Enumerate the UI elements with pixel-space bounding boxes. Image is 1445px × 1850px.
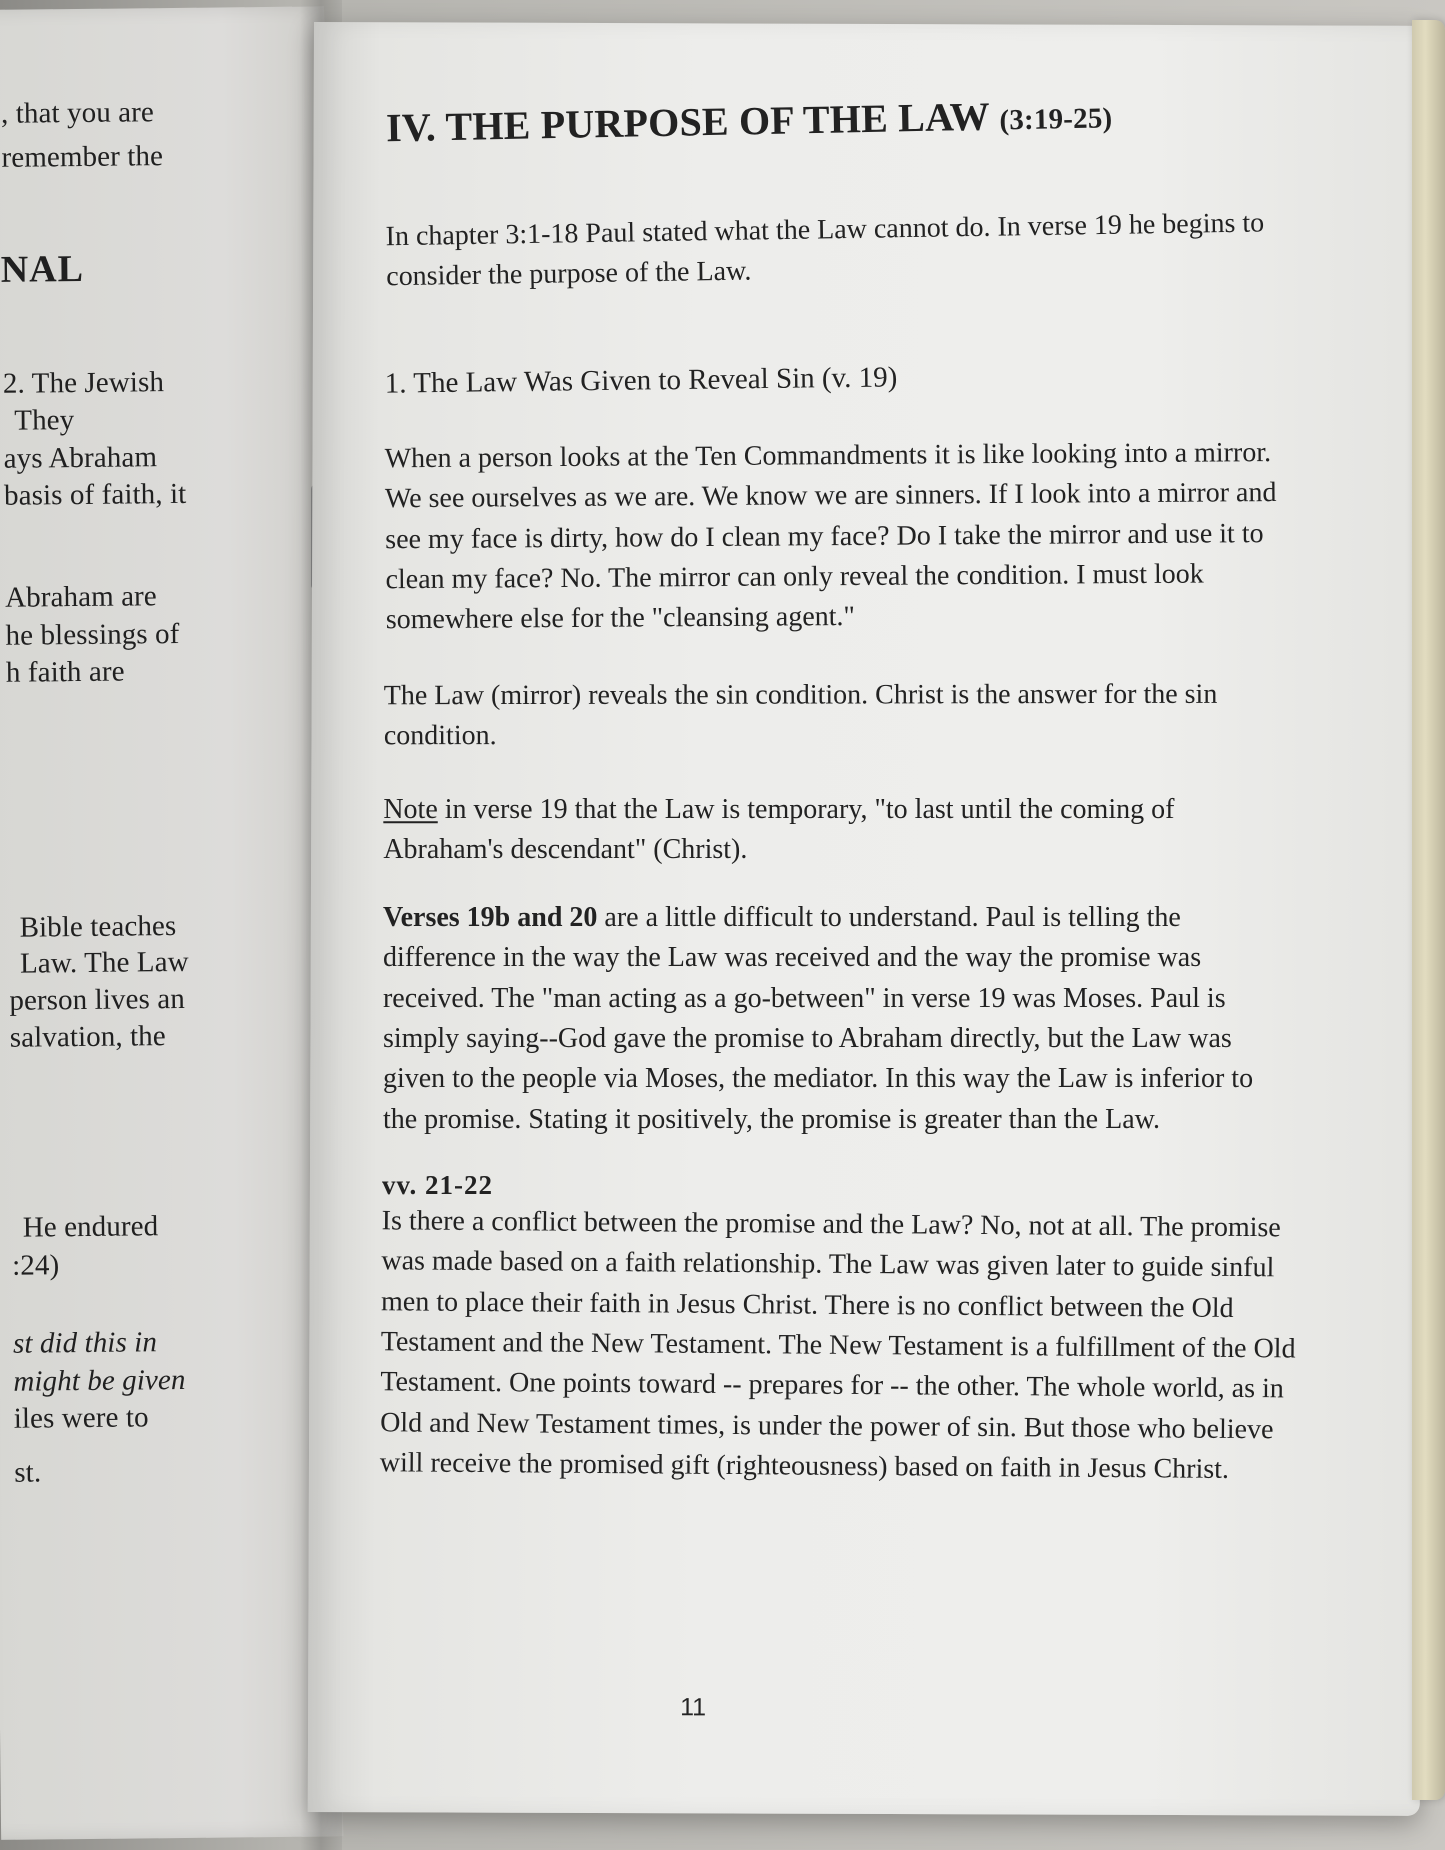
right-page [308,22,1426,1816]
left-line: Law. The Law [19,945,189,980]
left-line: remember the [1,140,164,174]
note-label: Note [383,793,438,825]
left-line: Abraham are [4,580,157,614]
verses-19b-20-paragraph [383,898,1293,1140]
left-page-text [0,6,343,1839]
left-italic-line: st did this in [12,1326,158,1360]
page-title-reference: (3:19-25) [999,102,1113,137]
left-line: salvation, the [9,1020,166,1054]
intro-paragraph: In chapter 3:1-18 Paul stated what the Law cannot do. In verse 19 he begins to consider the purpose of the Law. [385,207,1265,293]
left-page [0,6,343,1839]
left-line: , that you are [0,96,155,130]
left-line: h faith are [5,655,125,689]
left-line: :24) [11,1249,60,1282]
law-mirror-paragraph: The Law (mirror) reveals the sin condition. Christ is the answer for the sin condition. [383,678,1218,752]
page-number: 11 [680,1693,707,1722]
left-line: ays Abraham [3,441,158,475]
verse-range-label: vv. 21-22 [381,1169,493,1200]
left-line: Bible teaches [19,910,177,944]
mirror-paragraph: When a person looks at the Ten Commandments it is like looking into a mirror. We see ourselves as we are. We know we are sinners. If I look into a mirror and see my face is dirty, how do I clean my face? Do I take the mirror and use it to clean my face? No. The mirror can only reveal the condition. I must look somewhere else for the "cleansing agent." [384,437,1277,636]
page-stack-edge [1412,20,1445,1800]
left-line: st. [14,1456,42,1489]
section-subheading: 1. The Law Was Given to Reveal Sin (v. 19) [384,360,898,400]
verse-reference: Verses 19b and 20 [382,902,598,934]
left-line: basis of faith, it [3,477,187,512]
left-line: He endured [22,1210,159,1244]
left-section-heading: NAL [0,247,85,291]
conflict-paragraph: Is there a conflict between the promise and the Law? No, not at all. The promise was made based on a faith relationship. The Law was given later to guide sinful men to place their faith in Jesus Christ. There is no conflict between the Old Testament and the New Testament. The New Testament is a fulfillment of the Old Testament. One points toward -- prepares for -- the other. The whole world, as in Old and New Testament times, is under the power of sin. But those who believe will receive the promised gift (righteousness) based on faith in Jesus Christ. [379,1205,1296,1485]
left-italic-line: might be given [13,1363,186,1398]
page-title-main: IV. THE PURPOSE OF THE LAW [385,93,990,151]
left-line: They [14,404,75,437]
verses-explanation: are a little difficult to understand. Paul is telling the difference in the way the Law was received and the way the promise was received. The "man acting as a go-between" in verse 19 was Moses. Paul is simply saying--God gave the promise to Abraham directly, but the Law was given to the people via Moses, the mediator. In this way the Law is inferior to the promise. Stating it positively, the promise is greater than the Law. [382,902,1254,1136]
page-title [386,89,1327,149]
right-page-content [379,93,1326,1487]
left-line: person lives an [9,982,186,1017]
temporary-law-paragraph [383,790,1253,871]
temporary-law-text: in verse 19 that the Law is temporary, "to last until the coming of Abraham's descendant" (Christ). [383,793,1175,866]
left-line: 2. The Jewish [2,366,165,400]
left-line: he blessings of [5,617,180,652]
left-line: iles were to [13,1401,149,1435]
